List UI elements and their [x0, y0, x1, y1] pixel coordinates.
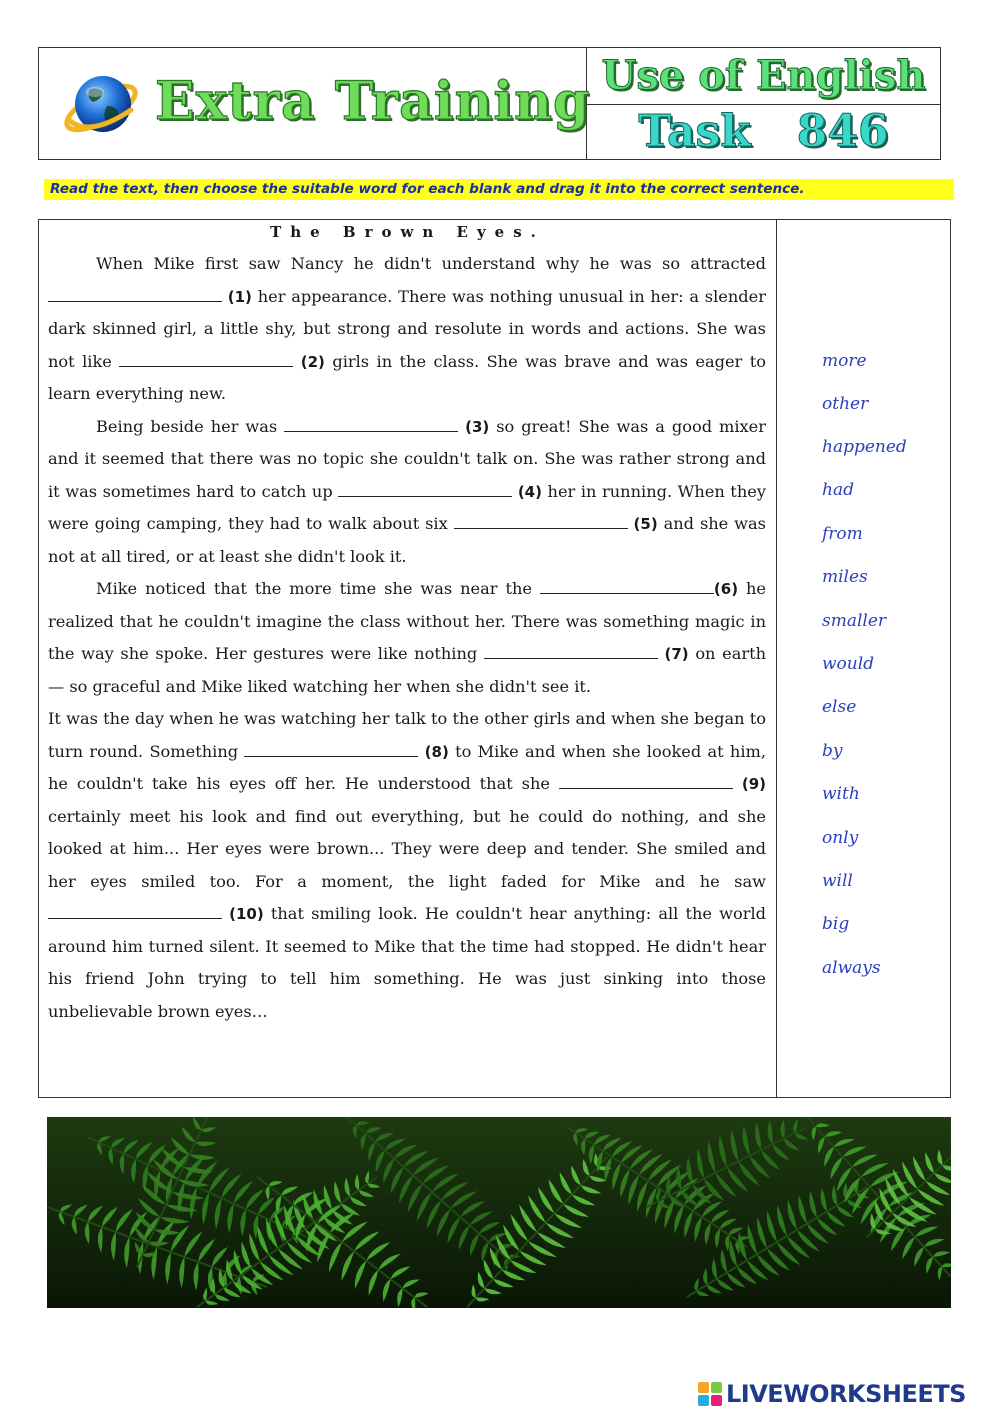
- blank-number: (9): [741, 775, 766, 793]
- passage-text: that smiling look. He couldn't hear anything: all the world around him turned silent. It seemed to Mike that the time had stopped. He didn't hear his friend John trying to tell him something. He was just sinking into those unbelievable brown eyes…: [48, 904, 766, 1021]
- blank-1[interactable]: [48, 287, 222, 302]
- task-number: 846: [796, 106, 889, 157]
- brand-title: Extra Training: [155, 71, 591, 132]
- word-chip[interactable]: big: [822, 914, 850, 934]
- story-title: The Brown Eyes.: [270, 223, 545, 241]
- liveworksheets-text: LIVEWORKSHEETS: [726, 1380, 966, 1408]
- blank-number: (3): [465, 417, 490, 436]
- word-chip[interactable]: will: [822, 871, 853, 891]
- blank-3[interactable]: [284, 417, 458, 432]
- paragraph-2: [48, 411, 766, 574]
- passage-text: to Mike and when she looked at him, he couldn't take his eyes off her. He understood that she: [48, 741, 766, 793]
- blank-4[interactable]: [338, 482, 512, 497]
- word-chip[interactable]: by: [822, 741, 843, 761]
- word-chip[interactable]: miles: [822, 567, 868, 587]
- word-chip[interactable]: smaller: [822, 611, 887, 631]
- word-chip[interactable]: always: [822, 958, 881, 978]
- blank-number: (1): [227, 287, 252, 306]
- worksheet-header: [38, 47, 941, 160]
- task-id: [587, 105, 940, 159]
- blank-number: (5): [633, 515, 658, 533]
- blank-number: (4): [517, 482, 542, 501]
- exercise-box: [38, 219, 951, 1098]
- paragraph-1: [48, 248, 766, 411]
- blank-5[interactable]: [454, 514, 628, 529]
- blank-number: (2): [300, 352, 325, 371]
- blank-2[interactable]: [119, 352, 293, 367]
- blank-10[interactable]: [48, 904, 222, 919]
- task-label: Task: [638, 106, 751, 157]
- word-chip[interactable]: more: [822, 351, 867, 371]
- word-chip[interactable]: else: [822, 697, 857, 717]
- word-chip[interactable]: from: [822, 524, 863, 544]
- passage-text: so great! She was a good mixer and it seemed that there was no topic she couldn't talk on. She was rather strong and it was sometimes hard to catch up: [48, 416, 766, 501]
- blank-9[interactable]: [559, 774, 733, 789]
- passage-text: Mike noticed that the more time she was near the: [96, 579, 532, 598]
- passage-text: on earth — so graceful and Mike liked watching her when she didn't see it.: [48, 644, 767, 696]
- passage-text: Being beside her was: [96, 416, 278, 436]
- passage-text: girls in the class. She was brave and was eager to learn everything new.: [48, 351, 766, 403]
- word-chip[interactable]: other: [822, 394, 869, 414]
- paragraph-3: [48, 573, 766, 703]
- passage-text: certainly meet his look and find out everything, but he could do nothing, and she looked at him... Her eyes were brown... They were deep and tender. She smiled and her eyes smiled too. For a moment, the light faded for Mike and he saw: [48, 806, 766, 891]
- blank-7[interactable]: [484, 644, 658, 659]
- task-panel: [587, 48, 940, 159]
- word-bank: [777, 220, 950, 1097]
- blank-number: (8): [424, 742, 449, 761]
- passage-text: he realized that he couldn't imagine the class without her. There was something magic in the way she spoke. Her gestures were like nothing: [48, 579, 767, 663]
- passage-text: It was the day when he was watching her talk to the other girls and when she began to turn round. Something: [48, 709, 766, 761]
- blank-6[interactable]: [540, 579, 714, 594]
- word-chip[interactable]: would: [822, 654, 875, 674]
- word-chip[interactable]: only: [822, 828, 859, 848]
- liveworksheets-icon: [698, 1382, 722, 1406]
- blank-number: (7): [664, 645, 689, 663]
- subject-title: Use of English: [587, 48, 940, 105]
- liveworksheets-logo: [698, 1379, 998, 1409]
- passage-text: her in running. When they were going camping, they had to walk about six: [48, 481, 766, 533]
- fern-illustration: [47, 1117, 951, 1308]
- passage-column: [39, 220, 777, 1097]
- word-chip[interactable]: with: [822, 784, 860, 804]
- blank-number: (10): [229, 905, 264, 923]
- passage-text: and she was not at all tired, or at least she didn't look it.: [48, 514, 766, 566]
- passage-text: When Mike first saw Nancy he didn't understand why he was so attracted: [96, 254, 766, 273]
- brand-panel: [39, 48, 591, 159]
- fern-photo: [47, 1117, 951, 1308]
- passage-text: her appearance. There was nothing unusual in her: a slender dark skinned girl, a little shy, but strong and resolute in words and actions. She was not like: [48, 286, 766, 371]
- blank-number: (6): [713, 580, 739, 598]
- instruction-banner: Read the text, then choose the suitable word for each blank and drag it into the correct sentence.: [44, 179, 954, 200]
- passage: [48, 248, 766, 1028]
- paragraph-4: [48, 703, 766, 1028]
- word-chip[interactable]: happened: [822, 437, 907, 457]
- blank-8[interactable]: [244, 742, 418, 757]
- word-chip[interactable]: had: [822, 480, 854, 500]
- globe-icon: [63, 70, 139, 140]
